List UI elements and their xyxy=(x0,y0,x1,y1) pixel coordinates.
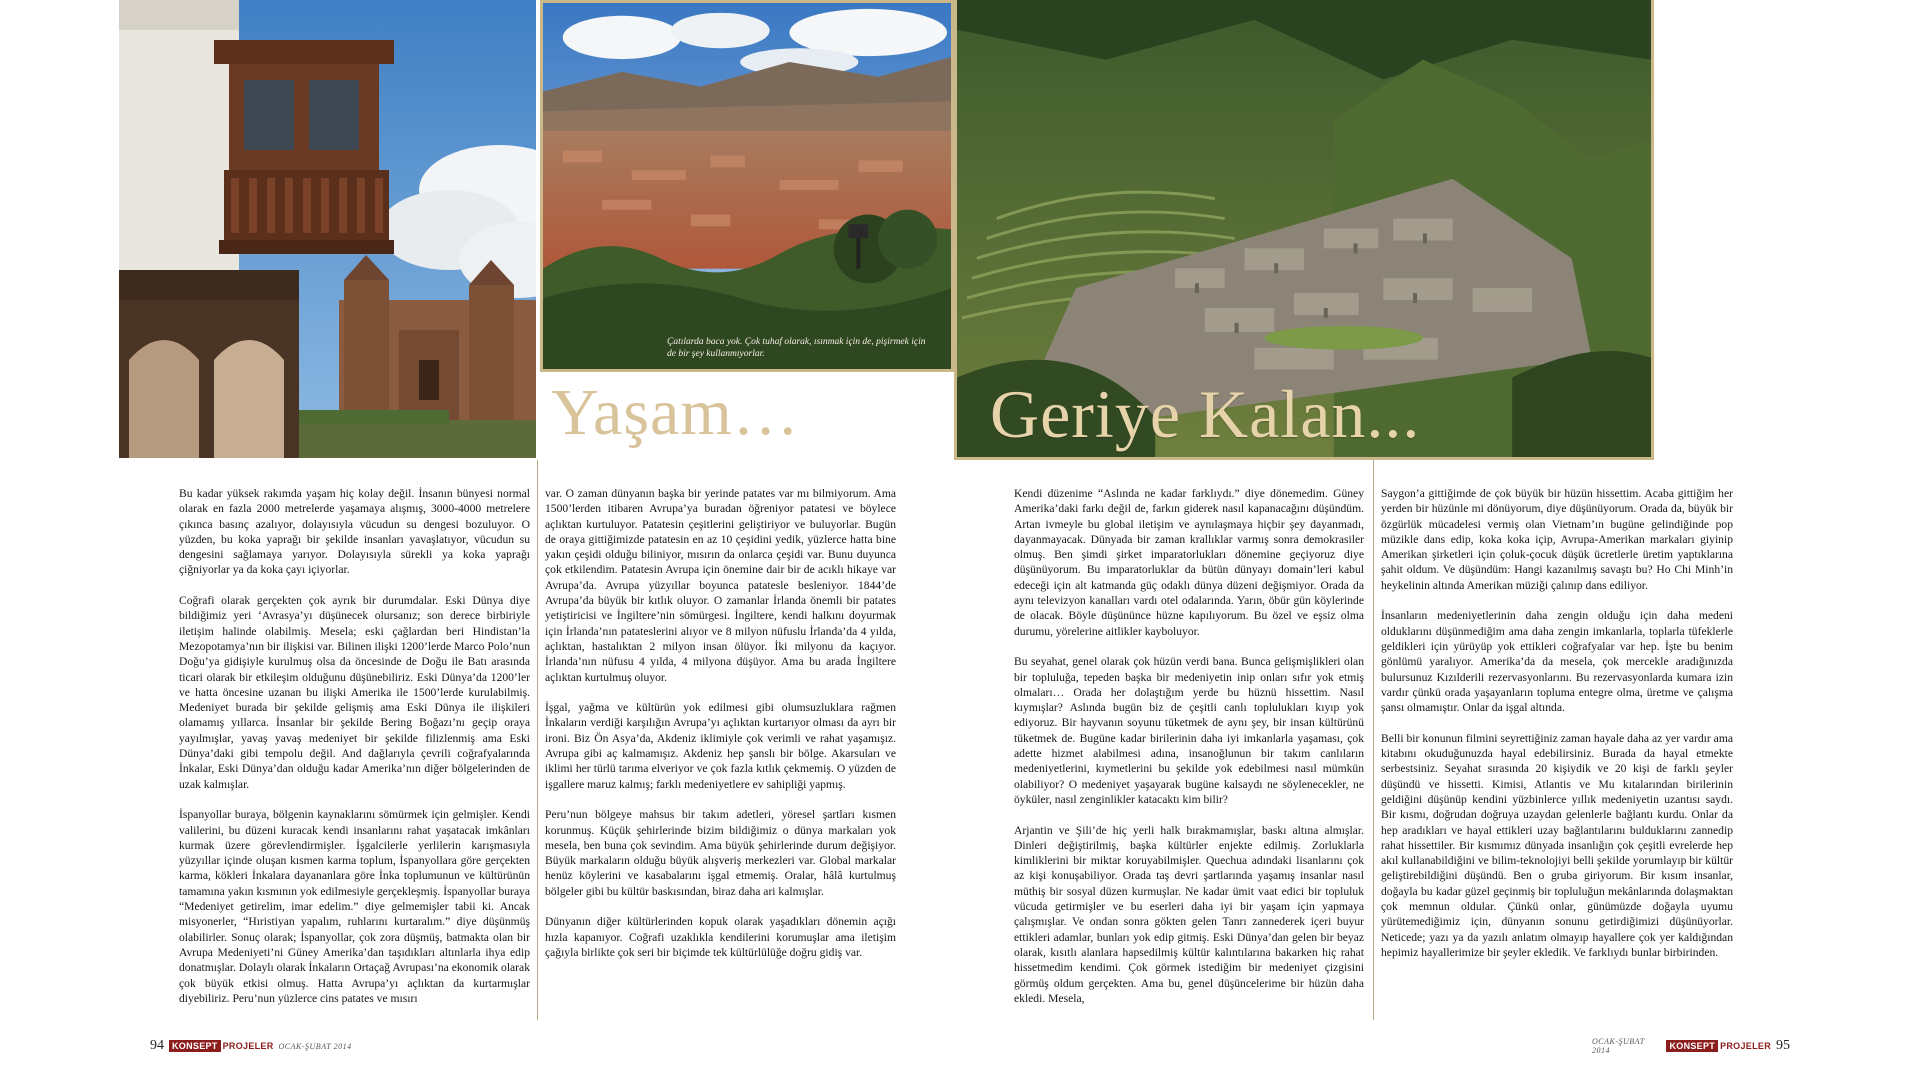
brand-logo xyxy=(1666,1040,1771,1052)
photo-cusco-rooftops xyxy=(540,0,954,372)
paragraph: İşgal, yağma ve kültürün yok edilmesi gibi olumsuzluklara rağmen İnkaların verdiği karşılığın Avrupa’yı açlıktan kurtarıyor olması da ayrı bir ironi. Biz Ön Asya’da, Akdeniz iklimiyle çok verimli ve rahat yaşamışız. Avrupa gibi aç kalmamışız. Akdeniz hep şanslı bir bölge. Akarsuları ve iklimi her türlü tarıma elveriyor ve çok fazla kıtlık çekmemiş. O yüzden de işgallere maruz kalmış; farklı medeniyetlere ev sahipliği yapmış. xyxy=(545,701,896,791)
page-number-right: 95 xyxy=(1776,1038,1790,1053)
text-column-4 xyxy=(1381,486,1733,976)
paragraph: Peru’nun bölgeye mahsus bir takım adetleri, yöresel şartları kısmen korunmuş. Küçük şehirlerinde bizim bildiğimiz o dünya markaları yok mesela, ben buna çok sevindim. Ama büyük şehirlerinde durum değişiyor. Büyük markaların olduğu büyük alışveriş merkezleri var. Global markalar henüz köylerini ve kasabalarını işgal etmemiş. Oralar, hâlâ kurtulmuş bölgeler gibi bu kültür baskısından, biraz daha ari kalmışlar. xyxy=(545,808,896,898)
issue-date: OCAK-ŞUBAT 2014 xyxy=(278,1041,352,1051)
paragraph: Arjantin ve Şili’de hiç yerli halk bırakmamışlar, baskı altına almışlar. Dinleri değiştirilmiş, başka kültürler enjekte edilmiş. Zorluklarla kimliklerini bir miktar koruyabilmişler. Quechua adındaki lisanlarını çok az kişi konuşabiliyor. Orada taş devri şartlarında yaşamış insanlar nasıl müthiş bir sosyal düzen kurmuşlar. Ne kadar ümit vaat edici bir topluluk vücuda getirmişler ve bu eserleri daha iyi bir yaşam için yapmaya çalışmışlar. Ve ondan sonra gökten gelen Tanrı zannederek içeri buyur ettikleri adamlar, bunları yok edip gitmiş. Eski Dünya’dan gelen bir beyaz olarak, kısıtlı alanlara hapsedilmiş kültür kalıntılarına bakarken hiç rahat hissetmedim kendimi. Çok görmek istediğim bir medeniyet çizgisini görmüş oldum gerçekten. Ama bu, genel düşüncelerime bir hüzün daha ekledi. Mesela, xyxy=(1014,823,1364,1005)
paragraph: Dünyanın diğer kültürlerinden kopuk olarak yaşadıkları dönemin açığı hızla kapanıyor. Coğrafi uzaklıkla kendilerini korumuşlar ama iletişim çağıyla birlikte çok seri bir biçimde tek kültürlülüğe doğru gidiş var. xyxy=(545,915,896,959)
folio-right xyxy=(1592,1038,1790,1054)
title-right: Geriye Kalan... xyxy=(990,376,1421,452)
brand-logo-box: KONSEPT xyxy=(169,1040,221,1052)
page-number-left: 94 xyxy=(150,1038,164,1053)
text-column-1 xyxy=(179,486,530,1021)
photo-cusco-balcony xyxy=(119,0,536,458)
text-column-2 xyxy=(545,486,896,976)
issue-date: OCAK-ŞUBAT 2014 xyxy=(1592,1037,1645,1055)
photo-cusco-balcony-image xyxy=(119,0,536,458)
column-divider xyxy=(1373,460,1374,1020)
right-page xyxy=(954,0,1790,1080)
paragraph: İspanyollar buraya, bölgenin kaynaklarını sömürmek için gelmişler. Kendi valilerini, bu düzeni kuracak kendi insanlarını rahat yaşatacak imkânları kurmak üzere görevlendirmişler. İşgalcilerle yerlilerin karışmasıyla yüzyıllar içinde oluşan kısmen karma toplum, İspanyollara göre gerçekten karma, kökleri İnkalara dayananlara göre İnka toplumunun ve kültürünün tamamına yakın kısmının yok edilmesiyle gerçekleşmiş. İspanyollar buraya “Medeniyet getirelim, imar edelim.” diye gelmemişler tabii ki. Ancak misyonerler, “Hıristiyan yapalım, ruhlarını kurtaralım.” diye düşünmüş olabilirler. Sonuç olarak; İspanyollar, çok zora düşmüş, batmakta olan bir Avrupa Medeniyeti’ni Güney Amerika’dan taşıdıkları altınlarla ihya edip donatmışlar. Dolaylı olarak İnkaların Ortaçağ Avrupası’na ekonomik olarak çok büyük etkisi olmuş. Hatta Avrupa’yı açlıktan da kurtarmışlar diyebiliriz. Peru’nun yüzlerce cins patates ve mısırı xyxy=(179,808,530,1005)
column-divider xyxy=(537,460,538,1020)
paragraph: Bu seyahat, genel olarak çok hüzün verdi bana. Bunca gelişmişlikleri olan bir topluluğa, tepeden başka bir medeniyetin inip onları sıfır yok etmiş olmaları… Orada her dolaştığım yerde bu hüznü hissettim. Nasıl kıymışlar? Aslında bugün biz de çeşitli canlı toplulukları kıyıp yok ediyoruz. Bir hayvanın soyunu tüketmek de aynı şey, bir insan kültürünü tüketmek de. Bugüne kadar birilerinin daha iyi imkanlarla yaşaması, çok adette hizmet alabilmesi adına, insanoğlunun bir takım canlıların medeniyetlerini, kıymetlerini bu şekilde yok edebilmesi nasıl mümkün olabiliyor? O medeniyet yaşayarak bugüne kalsaydı ne söylenecekler, ne öyküler, nasıl zenginlikler katacaktı kim bilir? xyxy=(1014,655,1364,806)
folio-left xyxy=(150,1038,352,1054)
paragraph: Bu kadar yüksek rakımda yaşam hiç kolay değil. İnsanın bünyesi normal olarak en fazla 2000 metrelerde yaşamaya alışmış, 3000-4000 metrelere çıkınca basınç azalıyor, dolayısıyla vücudun su dengesi bozuluyor. O yüzden, bu koka yaprağı bir şekilde insanları yavaşlatıyor, vücudun su dengesini sağlamaya yarıyor. Dolayısıyla sürekli ya koka yaprağı çiğniyorlar ya da koka çayı içiyorlar. xyxy=(179,487,530,577)
paragraph: Belli bir konunun filmini seyrettiğiniz zaman hayale daha az yer vardır ama kitabını okuduğunuzda hayal edebilirsiniz. Burada da hayal etmekte serbestsiniz. Seyahat sırasında 20 kişiydik ve 20 kişi de farklı şeyler düşündü ve hissetti. Kimisi, Atlantis ve Mu kıtalarından birilerinin geldiğini düşünüp kendini yüzbinlerce yıllık medeniyetin uzantısı saydı. Bir kısmı, doğrudan doğruya uzaydan gelenlerle bağlantı kurdu. Onlar da hep aradıkları ve hayal ettikleri uzay bağlantılarını bulduklarını zannedip rahat hissettiler. Bir kısmımız dünyada insanlığın çok çeşitli evrelerde hep akıl kullanabildiğini ve bilim-teknolojiyi belli şekilde yorumlayıp bir kültür geliştirebildiğini düşündü. Ben o gruba giriyorum. Bir kısım insanlar, doğayla bu kadar güzel geçinmiş bir topluluğun mekânlarında dolaşmaktan çok memnun oldular. Çünkü onlar, günümüzde doğayla uyumu yürütemediğimiz için, dünyanın sonunu getirdiğimizi düşünüyorlar. Neticede; yazı ya da yazılı anlatım olmayıp hayallere çok yer kaldığından hepimiz hayallerimize bir şeyler ekledik. Ve farklıydı bunlar birbirinden. xyxy=(1381,731,1733,959)
photo-cusco-rooftops-image xyxy=(543,3,951,369)
magazine-spread xyxy=(119,0,1790,1080)
left-page xyxy=(119,0,954,1080)
paragraph: var. O zaman dünyanın başka bir yerinde patates var mı bilmiyorum. Ama 1500’lerden itibaren Avrupa’ya buradan öğreniyor patatesi ve böylece açlıktan kurtuluyor. Patatesin çeşitlerini geliştiriyor ve buluyorlar. Bugün de oraya gittiğimizde patatesin en az 10 çeşidini yedik, yüzlerce hatta bine yakın çeşidi olduğu biliniyor, mısırın da onlarca çeşidi var. Bunu duyunca çok etkilendim. Patatesin Avrupa için önemine dair bir de acıklı hikaye var Avrupa’da. Avrupa yüzyıllar boyunca patatesle besleniyor. 1844’de Avrupa’da büyük bir kıtlık oluyor. O zamanlar İrlanda önemli bir patates yetiştiricisi ve İngiltere’nin sömürgesi. İngiltere, kendi halkını doyurmak için İrlanda’nın patateslerini alıyor ve 8 milyon nüfuslu İrlanda’da 4 yılda, açlıktan, hastalıktan 2 milyon insan ölüyor. İki milyonu da kaçıyor. İrlanda’nın nüfusu 4 yılda, 4 milyona düşüyor. Ama bu arada İngiltere açlıktan kurtulmuş oluyor. xyxy=(545,487,896,684)
brand-logo-text: PROJELER xyxy=(1720,1041,1771,1051)
paragraph: Coğrafi olarak gerçekten çok ayrık bir durumdalar. Eski Dünya diye bildiğimiz yeri ‘Avrasya’yı düşünecek olursanız; son derece birbiriyle iletişim halinde olabilmiş. Mesela; eski çağlardan beri Hindistan’la Mezopotamya’nın bir ilişkisi var. Bilinen ilişki 1200’lerde Marco Polo’nun Doğu’ya gidişiyle kurulmuş olsa da öncesinde de Doğu ile Batı arasında ticari olarak bir etkileşim olduğunu düşünebiliriz. Eski Dünya’da 1200’ler ve hatta öncesine uzanan bu ilişki Amerika ile 1500’lerde kurulabilmiş. Medeniyet burada bir şekilde gelişmiş ama Eski Dünya ile ilişkileri olamamış yıllarca. İnsanlar bir şekilde Bering Boğazı’nı geçip oraya yayılmışlar, yavaş yavaş medeniyet bir şekilde filizlenmiş ama Eski Dünya’daki gibi tempolu değil. And dağlarıyla çevrili coğrafyalarında İnkalar, Eski Dünya’dan olduğu kadar Amerika’nın diğer bölgelerinden de uzak kalmışlar. xyxy=(179,594,530,791)
brand-logo-text: PROJELER xyxy=(222,1041,274,1051)
title-left: Yaşam… xyxy=(551,376,800,449)
brand-logo xyxy=(169,1040,274,1052)
paragraph: İnsanların medeniyetlerinin daha zengin olduğu için daha medeni olduklarını düşünmediğim ama daha zengin imkanlarla, toplarla tüfeklerle geldikleri için yürüyüp yok ettikleri coğrafyalar var hep. İşte bu benim gönlümü yaralıyor. Amerika’da da mesela, çok mercekle aradığınızda bulursunuz Kızılderili rezervasyonlarını. Bu rezervasyonlarda kumara izin vardır çünkü orada yaşayanların topluma entegre olma, üretme ve çalışma şansı olmamıştır. Onlar da işgal altında. xyxy=(1381,609,1733,715)
brand-logo-box: KONSEPT xyxy=(1666,1040,1718,1052)
text-column-3 xyxy=(1014,486,1364,1021)
paragraph: Kendi düzenime “Aslında ne kadar farklıydı.” diye dönemedim. Güney Amerika’daki farkı değil de, farkın giderek nasıl kapanacağını düşündüm. Artan ivmeyle bu global iletişim ve aynılaşmaya hiçbir şey dayanmadı, dayanmayacak. Dünyada bir zaman krallıklar varmış sonra demokrasiler olmuş. Ben şimdi şirket imparatorlukları dönemine geçiyoruz diye düşünüyorum. Bu imparatorluklar da bütün dünyayı domain’leri kabul edeceği için alt katmanda güç odaklı dünya düzeni değişmiyor. Orada da aynı televizyon kanalları vardı otel odalarında. Yarın, öbür gün köylerinde de olacak. Böyle düşününce hüzne kapılıyorum. Bu özel ve eşsiz olma durumu, yörelerine aitlikler kayboluyor. xyxy=(1014,487,1364,638)
photo-caption: Çatılarda baca yok. Çok tuhaf olarak, ısınmak için de, pişirmek için de bir şey kullanmıyorlar. xyxy=(667,337,926,359)
paragraph: Saygon’a gittiğimde de çok büyük bir hüzün hissettim. Acaba gittiğim her yerden bir hüzünle mi dönüyorum, diye düşünüyorum. Orada da, büyük bir özgürlük mücadelesi vermiş olan Vietnam’ın bugüne gelindiğinde pop müzikle dans edip, koka koka içip, Avrupa-Amerikan markaları giyinip Amerikan şirketleri için çoluk-çocuk düşük ücretlerle üretim yaptıklarına şahit oldum. Ve düşündüm: Hangi kazanılmış savaştı bu? Ho Chi Minh’in heykelinin altında Amerikan müziği çalınıp dans ediliyor. xyxy=(1381,487,1733,592)
